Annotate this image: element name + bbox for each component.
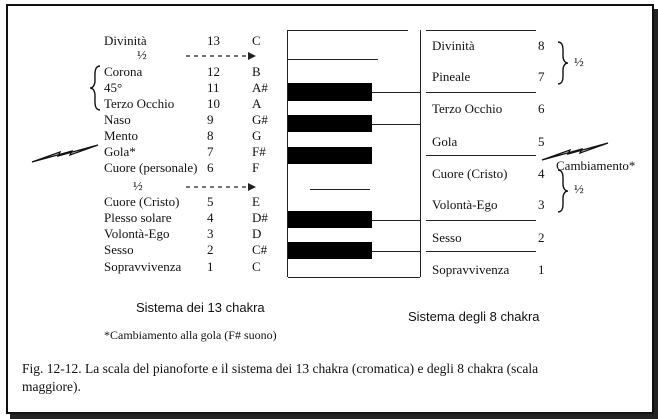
left-chakra-number: 3	[207, 226, 214, 241]
left-chakra-number: 6	[207, 160, 214, 175]
white-key-divider	[372, 220, 420, 221]
left-chakra-number: 5	[207, 194, 214, 209]
title-13-chakra: Sistema dei 13 chakra	[136, 300, 265, 315]
keyboard-top-line	[288, 30, 408, 31]
left-chakra-note: B	[252, 64, 261, 79]
left-chakra-name: Gola*	[104, 144, 136, 159]
left-chakra-name: Divinità	[104, 33, 147, 48]
half-step-arrow-icon	[186, 181, 260, 193]
right-chakra-number: 2	[538, 230, 545, 245]
black-key-g-sharp	[288, 115, 372, 132]
white-key-divider	[372, 124, 420, 125]
half-step-label: ½	[574, 54, 584, 69]
left-chakra-note: D	[252, 226, 262, 241]
right-chakra-number: 1	[538, 262, 545, 277]
right-chakra-name: Pineale	[432, 69, 471, 84]
left-chakra-name: Naso	[104, 112, 131, 127]
left-chakra-note: C	[252, 259, 261, 274]
left-chakra-note: C	[252, 33, 261, 48]
right-curly-brace-icon	[556, 168, 570, 214]
left-chakra-number: 10	[207, 96, 220, 111]
left-chakra-number: 4	[207, 210, 214, 225]
right-chakra-number: 3	[538, 197, 545, 212]
left-chakra-note: G	[252, 128, 262, 143]
left-chakra-number: 8	[207, 128, 214, 143]
left-chakra-number: 12	[207, 64, 220, 79]
right-chakra-name: Sesso	[432, 230, 462, 245]
right-chakra-number: 8	[538, 38, 545, 53]
lightning-bolt-icon	[30, 142, 100, 166]
left-chakra-note: A	[252, 96, 262, 111]
left-curly-brace-icon	[88, 64, 102, 112]
left-chakra-note: F#	[252, 144, 266, 159]
half-step-label: ½	[574, 181, 584, 196]
keyboard-line	[288, 59, 378, 60]
change-label: Cambiamento*	[556, 158, 636, 173]
left-chakra-name: Cuore (personale)	[104, 160, 198, 175]
left-chakra-note: D#	[252, 210, 268, 225]
left-chakra-number: 11	[207, 80, 220, 95]
left-chakra-note: A#	[252, 80, 268, 95]
left-chakra-name: Terzo Occhio	[104, 96, 175, 111]
left-chakra-name: Cuore (Cristo)	[104, 194, 180, 209]
black-key-d-sharp	[288, 211, 372, 228]
left-chakra-note: E	[252, 194, 260, 209]
left-chakra-name: Sopravvivenza	[104, 259, 182, 274]
black-key-f-sharp	[288, 147, 372, 164]
right-chakra-name: Volontà-Ego	[432, 197, 498, 212]
left-chakra-name: Sesso	[104, 242, 134, 257]
left-chakra-number: 2	[207, 242, 214, 257]
caption-line-1: Fig. 12-12. La scala del pianoforte e il sistema dei 13 chakra (cromatica) e degli 8 chakra (scala	[22, 361, 539, 376]
right-chakra-name: Gola	[432, 134, 458, 149]
right-chakra-number: 6	[538, 101, 545, 116]
left-chakra-number: 7	[207, 144, 214, 159]
right-divider-line	[426, 251, 536, 252]
right-divider-line	[426, 30, 536, 31]
half-step-arrow-icon	[186, 50, 260, 62]
right-divider-line	[426, 155, 536, 156]
white-key-divider	[372, 92, 420, 93]
left-chakra-note: G#	[252, 112, 268, 127]
left-chakra-number: 9	[207, 112, 214, 127]
left-chakra-number: 1	[207, 259, 214, 274]
right-chakra-name: Cuore (Cristo)	[432, 166, 508, 181]
black-key-a-sharp	[288, 83, 372, 101]
caption-line-2: maggiore).	[22, 379, 81, 394]
keyboard-right-edge	[420, 30, 421, 277]
right-divider-line	[426, 92, 536, 93]
black-key-c-sharp	[288, 242, 372, 259]
left-chakra-note: C#	[252, 242, 268, 257]
footnote: *Cambiamento alla gola (F# suono)	[104, 328, 277, 342]
left-chakra-number: 13	[207, 33, 220, 48]
right-curly-brace-icon	[556, 40, 570, 86]
left-chakra-name: Corona	[104, 64, 143, 79]
left-chakra-name: 45°	[104, 80, 123, 95]
right-chakra-number: 5	[538, 134, 545, 149]
half-step-label: ½	[133, 178, 143, 193]
keyboard-bottom-line	[288, 277, 420, 278]
right-chakra-name: Sopravvivenza	[432, 262, 510, 277]
white-key-divider	[372, 251, 420, 252]
right-chakra-name: Terzo Occhio	[432, 101, 503, 116]
half-step-label: ½	[137, 47, 147, 62]
keyboard-line	[310, 189, 370, 190]
right-chakra-name: Divinità	[432, 38, 475, 53]
right-divider-line	[426, 220, 536, 221]
right-chakra-number: 4	[538, 166, 545, 181]
title-8-chakra: Sistema degli 8 chakra	[408, 309, 540, 324]
left-chakra-name: Volontà-Ego	[104, 226, 170, 241]
left-chakra-note: F	[252, 160, 260, 175]
left-chakra-name: Mento	[104, 128, 138, 143]
left-chakra-name: Plesso solare	[104, 210, 172, 225]
right-chakra-number: 7	[538, 69, 545, 84]
